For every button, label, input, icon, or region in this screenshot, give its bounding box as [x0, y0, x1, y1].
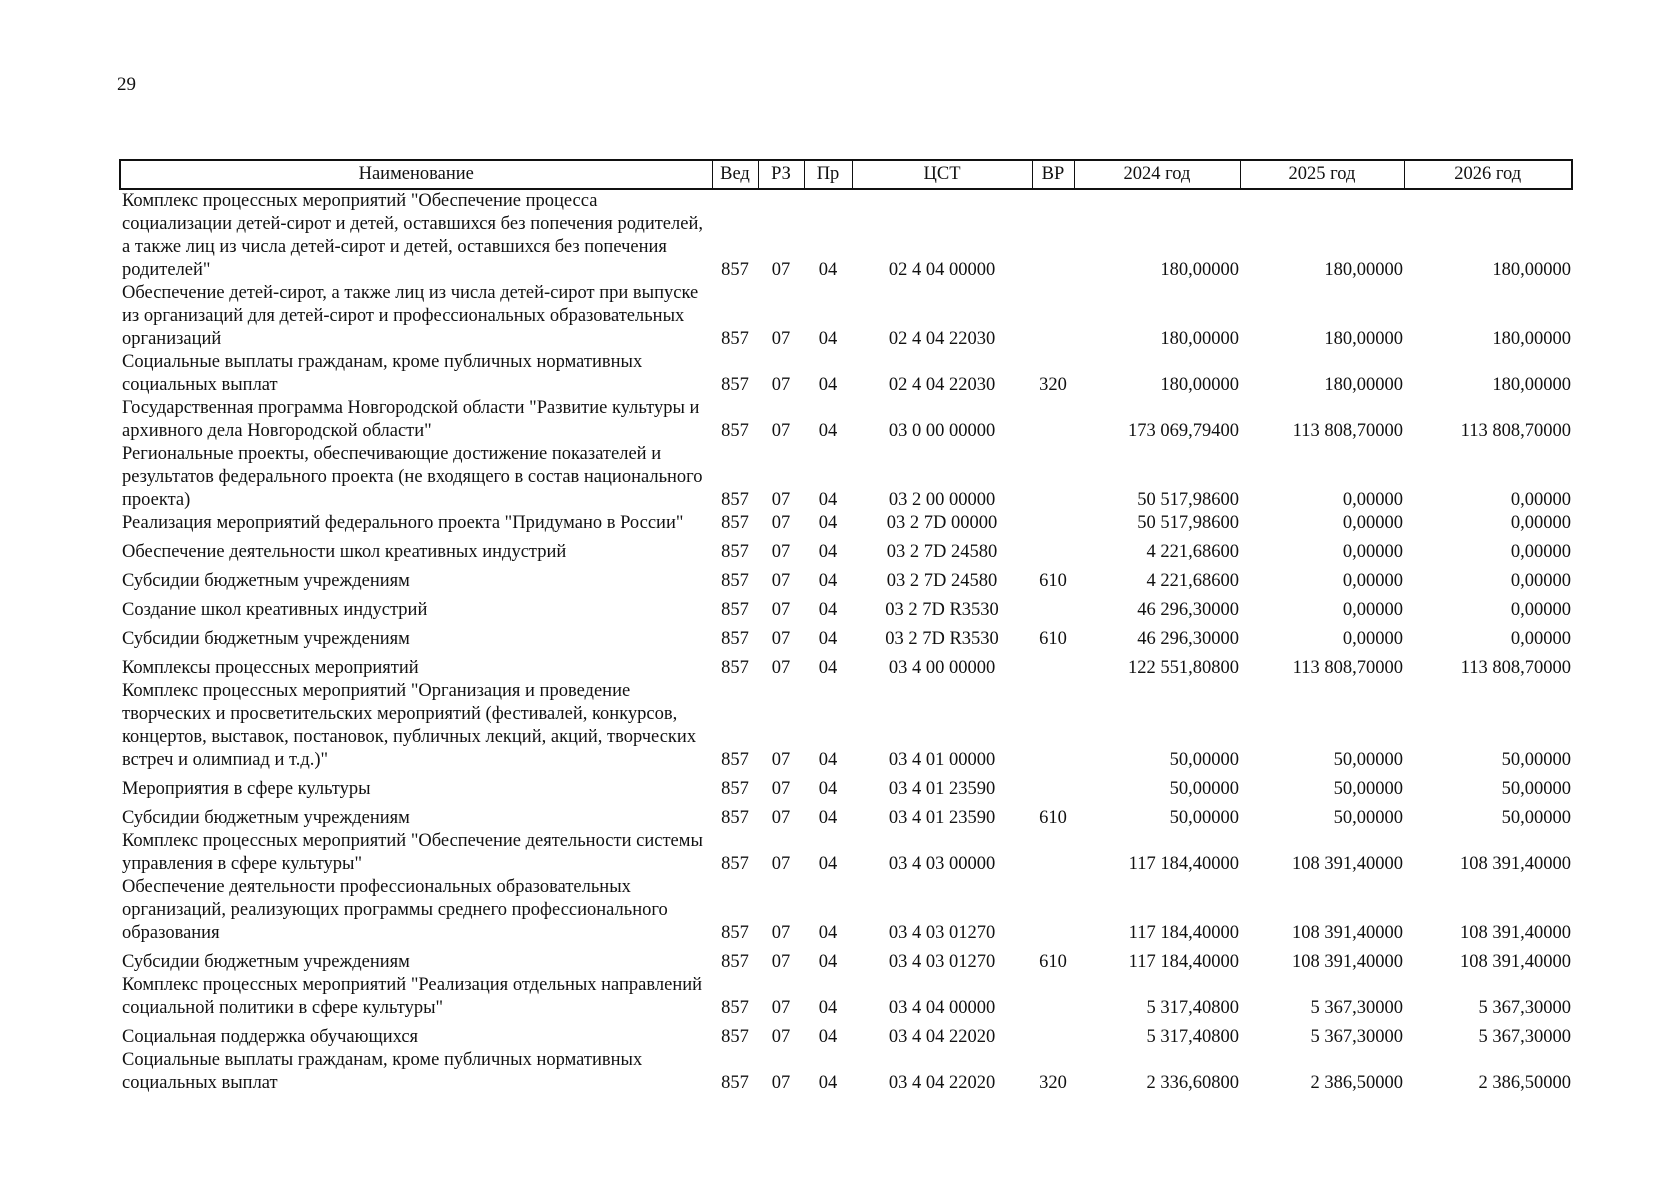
cell-ved: 857	[721, 329, 749, 349]
cell-name: Комплексы процессных мероприятий	[122, 658, 419, 678]
cell-ved: 857	[721, 513, 749, 533]
cell-pr: 04	[818, 629, 838, 649]
cell-pr: 04	[818, 779, 838, 799]
table-body	[120, 189, 1572, 1095]
cell-cst: 03 0 00 00000	[888, 421, 996, 441]
cell-2025: 108 391,40000	[1292, 854, 1403, 874]
cell-ved: 857	[721, 658, 749, 678]
cell-2026: 0,00000	[1510, 600, 1571, 620]
cell-2026: 113 808,70000	[1460, 421, 1571, 441]
cell-2024: 117 184,40000	[1128, 952, 1239, 972]
cell-2025: 0,00000	[1342, 542, 1403, 562]
cell-pr: 04	[818, 600, 838, 620]
cell-cst: 03 4 01 23590	[888, 808, 996, 828]
cell-cst: 03 4 00 00000	[888, 658, 996, 678]
table-row	[120, 512, 1572, 535]
table-row	[120, 564, 1572, 593]
cell-vr	[1032, 772, 1074, 801]
table-row	[120, 397, 1572, 443]
table-row	[120, 622, 1572, 651]
cell-name: Обеспечение деятельности школ креативных индустрий	[122, 542, 567, 562]
table-row	[120, 443, 1572, 512]
cell-2026: 50,00000	[1501, 750, 1571, 770]
cell-vr: 610	[1039, 629, 1067, 649]
cell-rz: 07	[771, 542, 791, 562]
cell-2026: 108 391,40000	[1460, 923, 1571, 943]
cell-2024: 50,00000	[1169, 750, 1239, 770]
table-row	[120, 680, 1572, 772]
cell-2025: 5 367,30000	[1310, 1027, 1403, 1047]
cell-ved: 857	[721, 923, 749, 943]
cell-vr: 610	[1039, 571, 1067, 591]
cell-2026: 50,00000	[1501, 808, 1571, 828]
cell-pr: 04	[818, 808, 838, 828]
cell-pr: 04	[818, 952, 838, 972]
cell-2026: 180,00000	[1492, 329, 1571, 349]
cell-pr: 04	[818, 421, 838, 441]
cell-2025: 0,00000	[1342, 600, 1403, 620]
cell-rz: 07	[771, 998, 791, 1018]
cell-ved: 857	[721, 854, 749, 874]
cell-rz: 07	[771, 490, 791, 510]
table-row	[120, 593, 1572, 622]
page-number: 29	[117, 74, 136, 95]
cell-2026: 108 391,40000	[1460, 854, 1571, 874]
cell-vr	[1032, 282, 1074, 351]
cell-rz: 07	[771, 750, 791, 770]
cell-rz: 07	[771, 421, 791, 441]
table-row	[120, 651, 1572, 680]
table-row	[120, 1049, 1572, 1095]
table-row	[120, 945, 1572, 974]
cell-2026: 5 367,30000	[1478, 998, 1571, 1018]
cell-2026: 113 808,70000	[1460, 658, 1571, 678]
cell-rz: 07	[771, 1073, 791, 1093]
cell-pr: 04	[818, 854, 838, 874]
cell-name: Комплекс процессных мероприятий "Реализация отдельных направлений социальной политики в сфере культуры"	[122, 975, 703, 1018]
cell-ved: 857	[721, 600, 749, 620]
cell-name: Субсидии бюджетным учреждениям	[122, 571, 410, 591]
cell-cst: 03 4 03 00000	[888, 854, 996, 874]
header-cst: ЦСТ	[852, 160, 1032, 189]
cell-vr	[1032, 593, 1074, 622]
cell-pr: 04	[818, 750, 838, 770]
cell-name: Государственная программа Новгородской области "Развитие культуры и архивного дела Новгородской области"	[122, 398, 700, 441]
header-pr: Пр	[804, 160, 852, 189]
cell-cst: 03 4 03 01270	[888, 923, 996, 943]
cell-name: Субсидии бюджетным учреждениям	[122, 629, 410, 649]
cell-2025: 0,00000	[1342, 571, 1403, 591]
cell-pr: 04	[818, 260, 838, 280]
cell-ved: 857	[721, 260, 749, 280]
cell-2024: 50 517,98600	[1137, 490, 1239, 510]
cell-2026: 5 367,30000	[1478, 1027, 1571, 1047]
table-row	[120, 1020, 1572, 1049]
cell-2025: 180,00000	[1324, 260, 1403, 280]
cell-name: Субсидии бюджетным учреждениям	[122, 808, 410, 828]
cell-name: Социальные выплаты гражданам, кроме публичных нормативных социальных выплат	[122, 1050, 643, 1093]
cell-cst: 03 2 7D 24580	[886, 571, 998, 591]
cell-rz: 07	[771, 513, 791, 533]
cell-2024: 50,00000	[1169, 808, 1239, 828]
cell-ved: 857	[721, 490, 749, 510]
cell-pr: 04	[818, 571, 838, 591]
cell-pr: 04	[818, 513, 838, 533]
cell-rz: 07	[771, 779, 791, 799]
cell-cst: 03 2 7D 00000	[886, 513, 998, 533]
cell-ved: 857	[721, 750, 749, 770]
cell-ved: 857	[721, 571, 749, 591]
cell-name: Обеспечение детей-сирот, а также лиц из числа детей-сирот при выпуске из организаций для детей-сирот и профессиональных образовательных организаций	[122, 283, 699, 349]
cell-2025: 0,00000	[1342, 490, 1403, 510]
cell-2026: 0,00000	[1510, 571, 1571, 591]
cell-2025: 50,00000	[1333, 808, 1403, 828]
cell-ved: 857	[721, 1027, 749, 1047]
cell-name: Создание школ креативных индустрий	[122, 600, 428, 620]
cell-pr: 04	[818, 998, 838, 1018]
cell-cst: 03 4 01 00000	[888, 750, 996, 770]
cell-rz: 07	[771, 375, 791, 395]
cell-rz: 07	[771, 1027, 791, 1047]
cell-cst: 02 4 04 00000	[888, 260, 996, 280]
cell-cst: 03 2 7D R3530	[885, 629, 999, 649]
cell-vr	[1032, 1020, 1074, 1049]
cell-rz: 07	[771, 329, 791, 349]
cell-ved: 857	[721, 1073, 749, 1093]
cell-cst: 03 2 7D 24580	[886, 542, 998, 562]
header-2024: 2024 год	[1074, 160, 1240, 189]
cell-2026: 0,00000	[1510, 490, 1571, 510]
cell-pr: 04	[818, 329, 838, 349]
cell-cst: 03 4 01 23590	[888, 779, 996, 799]
cell-rz: 07	[771, 854, 791, 874]
cell-ved: 857	[721, 629, 749, 649]
cell-2024: 117 184,40000	[1128, 854, 1239, 874]
cell-vr: 320	[1039, 1073, 1067, 1093]
cell-name: Региональные проекты, обеспечивающие достижение показателей и результатов федерального проекта (не входящего в состав национального проекта)	[122, 444, 703, 510]
cell-cst: 03 4 04 22020	[888, 1027, 996, 1047]
budget-table	[119, 159, 1573, 1095]
cell-ved: 857	[721, 779, 749, 799]
cell-vr	[1032, 974, 1074, 1020]
cell-2026: 0,00000	[1510, 542, 1571, 562]
cell-2024: 5 317,40800	[1146, 1027, 1239, 1047]
cell-ved: 857	[721, 421, 749, 441]
cell-2024: 46 296,30000	[1137, 600, 1239, 620]
cell-2025: 180,00000	[1324, 375, 1403, 395]
cell-vr	[1032, 189, 1074, 282]
cell-2025: 2 386,50000	[1310, 1073, 1403, 1093]
cell-rz: 07	[771, 260, 791, 280]
header-rz: РЗ	[758, 160, 804, 189]
cell-name: Социальная поддержка обучающихся	[122, 1027, 419, 1047]
cell-pr: 04	[818, 375, 838, 395]
cell-rz: 07	[771, 923, 791, 943]
cell-cst: 03 2 00 00000	[888, 490, 996, 510]
cell-pr: 04	[818, 1073, 838, 1093]
cell-2024: 180,00000	[1160, 329, 1239, 349]
table-row	[120, 351, 1572, 397]
header-row	[120, 160, 1572, 189]
table-row	[120, 876, 1572, 945]
cell-name: Социальные выплаты гражданам, кроме публичных нормативных социальных выплат	[122, 352, 643, 395]
header-ved: Вед	[712, 160, 758, 189]
cell-pr: 04	[818, 658, 838, 678]
cell-pr: 04	[818, 490, 838, 510]
cell-cst: 03 4 03 01270	[888, 952, 996, 972]
table-row	[120, 535, 1572, 564]
cell-cst: 02 4 04 22030	[888, 375, 996, 395]
cell-2024: 46 296,30000	[1137, 629, 1239, 649]
cell-vr	[1032, 512, 1074, 535]
table-row	[120, 801, 1572, 830]
cell-2026: 108 391,40000	[1460, 952, 1571, 972]
cell-vr	[1032, 876, 1074, 945]
cell-vr	[1032, 443, 1074, 512]
cell-vr: 610	[1039, 808, 1067, 828]
table-row	[120, 772, 1572, 801]
cell-cst: 03 2 7D R3530	[885, 600, 999, 620]
cell-2026: 180,00000	[1492, 375, 1571, 395]
cell-vr	[1032, 651, 1074, 680]
cell-name: Субсидии бюджетным учреждениям	[122, 952, 410, 972]
cell-ved: 857	[721, 998, 749, 1018]
cell-2026: 2 386,50000	[1478, 1073, 1571, 1093]
table-header	[120, 160, 1572, 189]
cell-2024: 50 517,98600	[1137, 513, 1239, 533]
cell-rz: 07	[771, 808, 791, 828]
cell-rz: 07	[771, 600, 791, 620]
header-2025: 2025 год	[1240, 160, 1404, 189]
cell-2025: 50,00000	[1333, 779, 1403, 799]
cell-2025: 113 808,70000	[1292, 421, 1403, 441]
cell-2024: 2 336,60800	[1146, 1073, 1239, 1093]
cell-2024: 5 317,40800	[1146, 998, 1239, 1018]
cell-ved: 857	[721, 952, 749, 972]
header-vr: ВР	[1032, 160, 1074, 189]
cell-name: Обеспечение деятельности профессиональных образовательных организаций, реализующих программы среднего профессионального образования	[122, 877, 668, 943]
cell-2024: 4 221,68600	[1146, 571, 1239, 591]
cell-cst: 03 4 04 22020	[888, 1073, 996, 1093]
cell-name: Комплекс процессных мероприятий "Обеспечение процесса социализации детей-сирот и детей, оставшихся без попечения родителей, а также лиц из числа детей-сирот и детей, оставшихся без попечения родителей"	[122, 191, 703, 280]
table-row	[120, 189, 1572, 282]
cell-name: Комплекс процессных мероприятий "Организация и проведение творческих и просветительских мероприятий (фестивалей, конкурсов, концертов, выставок, постановок, публичных лекций, акций, творческих встреч и олимпиад и т.д.)"	[122, 681, 697, 770]
cell-rz: 07	[771, 952, 791, 972]
cell-name: Комплекс процессных мероприятий "Обеспечение деятельности системы управления в сфере культуры"	[122, 831, 703, 874]
cell-2024: 117 184,40000	[1128, 923, 1239, 943]
cell-2024: 4 221,68600	[1146, 542, 1239, 562]
cell-cst: 02 4 04 22030	[888, 329, 996, 349]
cell-2025: 113 808,70000	[1292, 658, 1403, 678]
cell-2025: 108 391,40000	[1292, 923, 1403, 943]
cell-vr: 610	[1039, 952, 1067, 972]
cell-2024: 180,00000	[1160, 375, 1239, 395]
cell-vr	[1032, 680, 1074, 772]
cell-rz: 07	[771, 571, 791, 591]
cell-pr: 04	[818, 1027, 838, 1047]
cell-2024: 50,00000	[1169, 779, 1239, 799]
cell-vr	[1032, 397, 1074, 443]
cell-2025: 180,00000	[1324, 329, 1403, 349]
cell-2024: 180,00000	[1160, 260, 1239, 280]
cell-pr: 04	[818, 542, 838, 562]
cell-name: Реализация мероприятий федерального проекта "Придумано в России"	[122, 513, 684, 533]
cell-rz: 07	[771, 658, 791, 678]
cell-2026: 0,00000	[1510, 629, 1571, 649]
cell-vr	[1032, 535, 1074, 564]
cell-ved: 857	[721, 808, 749, 828]
cell-ved: 857	[721, 542, 749, 562]
cell-2025: 0,00000	[1342, 629, 1403, 649]
cell-2026: 0,00000	[1510, 513, 1571, 533]
cell-vr	[1032, 830, 1074, 876]
cell-rz: 07	[771, 629, 791, 649]
cell-2026: 50,00000	[1501, 779, 1571, 799]
table-row	[120, 282, 1572, 351]
cell-2026: 180,00000	[1492, 260, 1571, 280]
header-2026: 2026 год	[1404, 160, 1572, 189]
table-row	[120, 830, 1572, 876]
cell-2025: 108 391,40000	[1292, 952, 1403, 972]
cell-cst: 03 4 04 00000	[888, 998, 996, 1018]
cell-ved: 857	[721, 375, 749, 395]
table-row	[120, 974, 1572, 1020]
header-name: Наименование	[120, 160, 712, 189]
cell-name: Мероприятия в сфере культуры	[122, 779, 371, 799]
cell-2025: 5 367,30000	[1310, 998, 1403, 1018]
cell-2025: 50,00000	[1333, 750, 1403, 770]
cell-vr: 320	[1039, 375, 1067, 395]
cell-2024: 173 069,79400	[1128, 421, 1239, 441]
cell-2024: 122 551,80800	[1128, 658, 1239, 678]
cell-pr: 04	[818, 923, 838, 943]
cell-2025: 0,00000	[1342, 513, 1403, 533]
